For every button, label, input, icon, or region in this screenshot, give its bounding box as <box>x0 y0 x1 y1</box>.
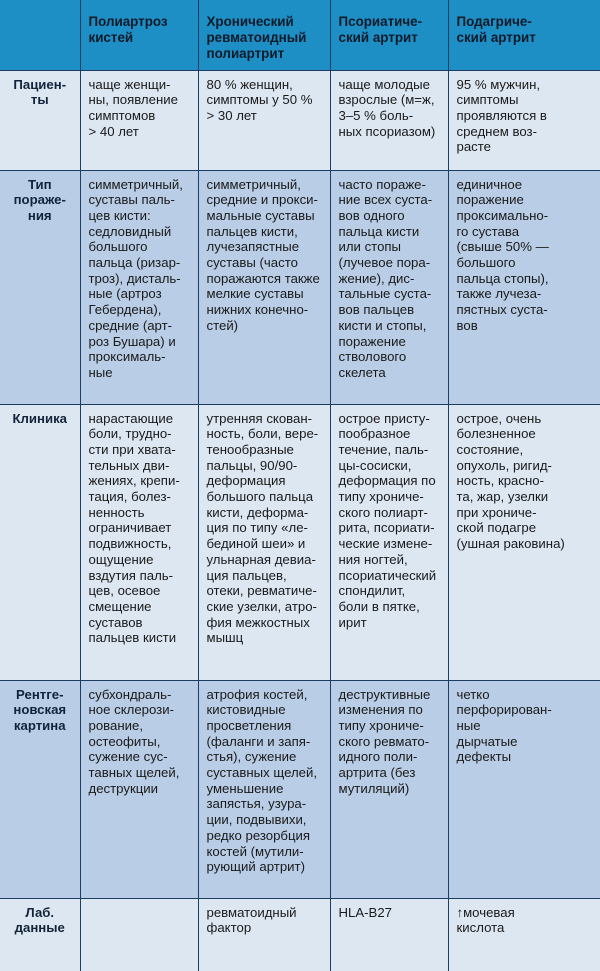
header-rheumatoid: Хронический ревматоидный полиартрит <box>198 0 330 70</box>
table-cell: 95 % мужчин, симптомы проявляются в среднем воз- расте <box>448 70 600 170</box>
table-row-lab <box>0 898 600 971</box>
header-gout: Подагриче- ский артрит <box>448 0 600 70</box>
row-label: Пациен- ты <box>0 70 80 170</box>
row-label: Рентге- новская картина <box>0 680 80 898</box>
table-cell: единичное поражение проксимально- го сустава (свыше 50% — большого пальца стопы), также лучеза- пястных суста- вов <box>448 170 600 404</box>
header-osteoarthritis: Полиартроз кистей <box>80 0 198 70</box>
table-row-clinical <box>0 404 600 680</box>
table-cell: четко перфорирован- ные дырчатые дефекты <box>448 680 600 898</box>
table-cell: острое присту- пообразное течение, паль- цы-сосиски, деформация по типу хрониче- ского полиарт- рита, псориати- ческие измене- ния ногтей, псориатический спондилит, боли в пятке, ирит <box>330 404 448 680</box>
table-cell: симметричный, средние и прокси- мальные суставы пальцев кисти, лучезапястные суставы (часто поражаются также мелкие суставы нижних конечно- стей) <box>198 170 330 404</box>
header-corner <box>0 0 80 70</box>
header-row <box>0 0 600 70</box>
row-label: Тип пораже- ния <box>0 170 80 404</box>
table-cell: деструктивные изменения по типу хрониче- ского ревмато- идного поли- артрита (без мутиляций) <box>330 680 448 898</box>
table-row-lesion-type <box>0 170 600 404</box>
table-cell: симметричный, суставы паль- цев кисти: седловидный большого пальца (ризар- троз), дисталь- ные (артроз Гебердена), средние (арт- роз Бушара) и проксималь- ные <box>80 170 198 404</box>
table-row-xray <box>0 680 600 898</box>
table-cell: субхондраль- ное склерози- рование, остеофиты, сужение сус- тавных щелей, деструкции <box>80 680 198 898</box>
row-label: Клиника <box>0 404 80 680</box>
table-cell: чаще молодые взрослые (м=ж, 3–5 % боль- ных псориазом) <box>330 70 448 170</box>
table-cell: ↑мочевая кислота <box>448 898 600 971</box>
table-cell: утренняя скован- ность, боли, вере- тенообразные пальцы, 90/90- деформация большого пальца кисти, деформа- ция по типу «ле- бединой шеи» и ульнарная девиа- ция пальцев, отеки, ревматиче- ские узелки, атро- фия межкостных мышц <box>198 404 330 680</box>
table-cell: ревматоидный фактор <box>198 898 330 971</box>
table-cell: острое, очень болезненное состояние, опухоль, ригид- ность, красно- та, жар, узелки при хрониче- ской подагре (ушная раковина) <box>448 404 600 680</box>
table-cell: атрофия костей, кистовидные просветления (фаланги и запя- стья), сужение суставных щелей, уменьшение запястья, узура- ции, подвывихи, редко резорбция костей (мутили- рующий артрит) <box>198 680 330 898</box>
row-label: Лаб. данные <box>0 898 80 971</box>
table-cell: 80 % женщин, симптомы у 50 % > 30 лет <box>198 70 330 170</box>
table-cell: чаще женщи- ны, появление симптомов > 40 лет <box>80 70 198 170</box>
table-cell <box>80 898 198 971</box>
table-cell: HLA-B27 <box>330 898 448 971</box>
table-cell: часто пораже- ние всех суста- вов одного пальца кисти или стопы (лучевое пора- жение), дис- тальные суста- вов пальцев кисти и стопы, поражение стволового скелета <box>330 170 448 404</box>
header-psoriatic: Псориатиче- ский артрит <box>330 0 448 70</box>
table-cell: нарастающие боли, трудно- сти при хвата- тельных дви- жениях, крепи- тация, болез- ненность ограничивает подвижность, ощущение вздутия паль- цев, осевое смещение суставов пальцев кисти <box>80 404 198 680</box>
table-row-patients <box>0 70 600 170</box>
